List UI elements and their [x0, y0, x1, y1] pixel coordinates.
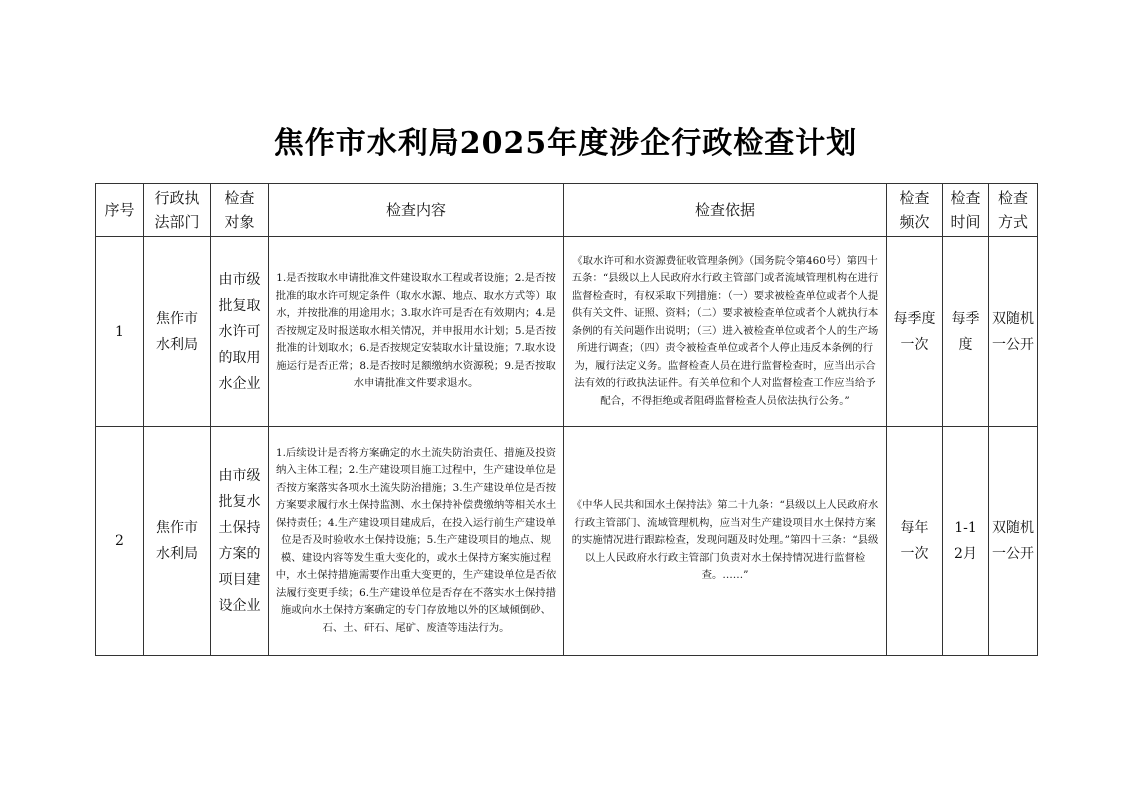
table-row — [96, 237, 1038, 427]
row-method: 双随机一公开 — [989, 237, 1038, 427]
header-content: 检查内容 — [269, 184, 564, 237]
header-basis: 检查依据 — [564, 184, 887, 237]
page-title: 焦作市水利局2025年度涉企行政检查计划 — [273, 126, 858, 161]
row-seq: 2 — [96, 427, 144, 656]
header-seq: 序号 — [96, 184, 144, 237]
row-target: 由市级批复取水许可的取用水企业 — [211, 237, 269, 427]
row-basis: 《中华人民共和国水土保持法》第二十九条：“县级以上人民政府水行政主管部门、流域管理机构，应当对生产建设项目水土保持方案的实施情况进行跟踪检查，发现问题及时处理。”第四十三条：“县级以上人民政府水行政主管部门负责对水土保持情况进行监督检查。……” — [564, 427, 887, 656]
row-content: 1.是否按取水申请批准文件建设取水工程或者设施；2.是否按批准的取水许可规定条件（取水水源、地点、取水方式等）取水，并按批准的用途用水；3.取水许可是否在有效期内；4.是否按规定及时报送取水相关情况，并申报用水计划；5.是否按批准的计划取水；6.是否按规定安装取水计量设施；7.取水设施运行是否正常；8.是否按时足额缴纳水资源税；9.是否按取水申请批准文件要求退水。 — [269, 237, 564, 427]
row-content: 1.后续设计是否将方案确定的水土流失防治责任、措施及投资纳入主体工程；2.生产建设项目施工过程中，生产建设单位是否按方案落实各项水土流失防治措施；3.生产建设单位是否按方案要求履行水土保持监测、水土保持补偿费缴纳等相关水土保持责任；4.生产建设项目建成后，在投入运行前生产建设单位是否及时验收水土保持设施；5.生产建设项目的地点、规模、建设内容等发生重大变化的，或水土保持方案实施过程中，水土保持措施需要作出重大变更的，生产建设单位是否依法履行变更手续；6.生产建设单位是否存在不落实水土保持措施或向水土保持方案确定的专门存放地以外的区域倾倒砂、石、土、矸石、尾矿、废渣等违法行为。 — [269, 427, 564, 656]
inspection-plan-table — [95, 183, 1038, 656]
row-method: 双随机一公开 — [989, 427, 1038, 656]
table-row — [96, 427, 1038, 656]
row-target: 由市级批复水土保持方案的项目建设企业 — [211, 427, 269, 656]
header-time: 检查时间 — [943, 184, 989, 237]
row-time: 1-12月 — [943, 427, 989, 656]
row-frequency: 每年一次 — [887, 427, 943, 656]
row-frequency: 每季度一次 — [887, 237, 943, 427]
table-header-row — [96, 184, 1038, 237]
row-department: 焦作市水利局 — [144, 427, 211, 656]
header-method: 检查方式 — [989, 184, 1038, 237]
header-target: 检查对象 — [211, 184, 269, 237]
row-basis: 《取水许可和水资源费征收管理条例》（国务院令第460号）第四十五条：“县级以上人民政府水行政主管部门或者流域管理机构在进行监督检查时，有权采取下列措施：（一）要求被检查单位或者个人提供有关文件、证照、资料；（二）要求被检查单位或者个人就执行本条例的有关问题作出说明；（三）进入被检查单位或者个人的生产场所进行调查；（四）责令被检查单位或者个人停止违反本条例的行为，履行法定义务。监督检查人员在进行监督检查时，应当出示合法有效的行政执法证件。有关单位和个人对监督检查工作应当给予配合，不得拒绝或者阻碍监督检查人员依法执行公务。” — [564, 237, 887, 427]
header-department: 行政执法部门 — [144, 184, 211, 237]
header-frequency: 检查频次 — [887, 184, 943, 237]
row-seq: 1 — [96, 237, 144, 427]
row-department: 焦作市水利局 — [144, 237, 211, 427]
row-time: 每季度 — [943, 237, 989, 427]
